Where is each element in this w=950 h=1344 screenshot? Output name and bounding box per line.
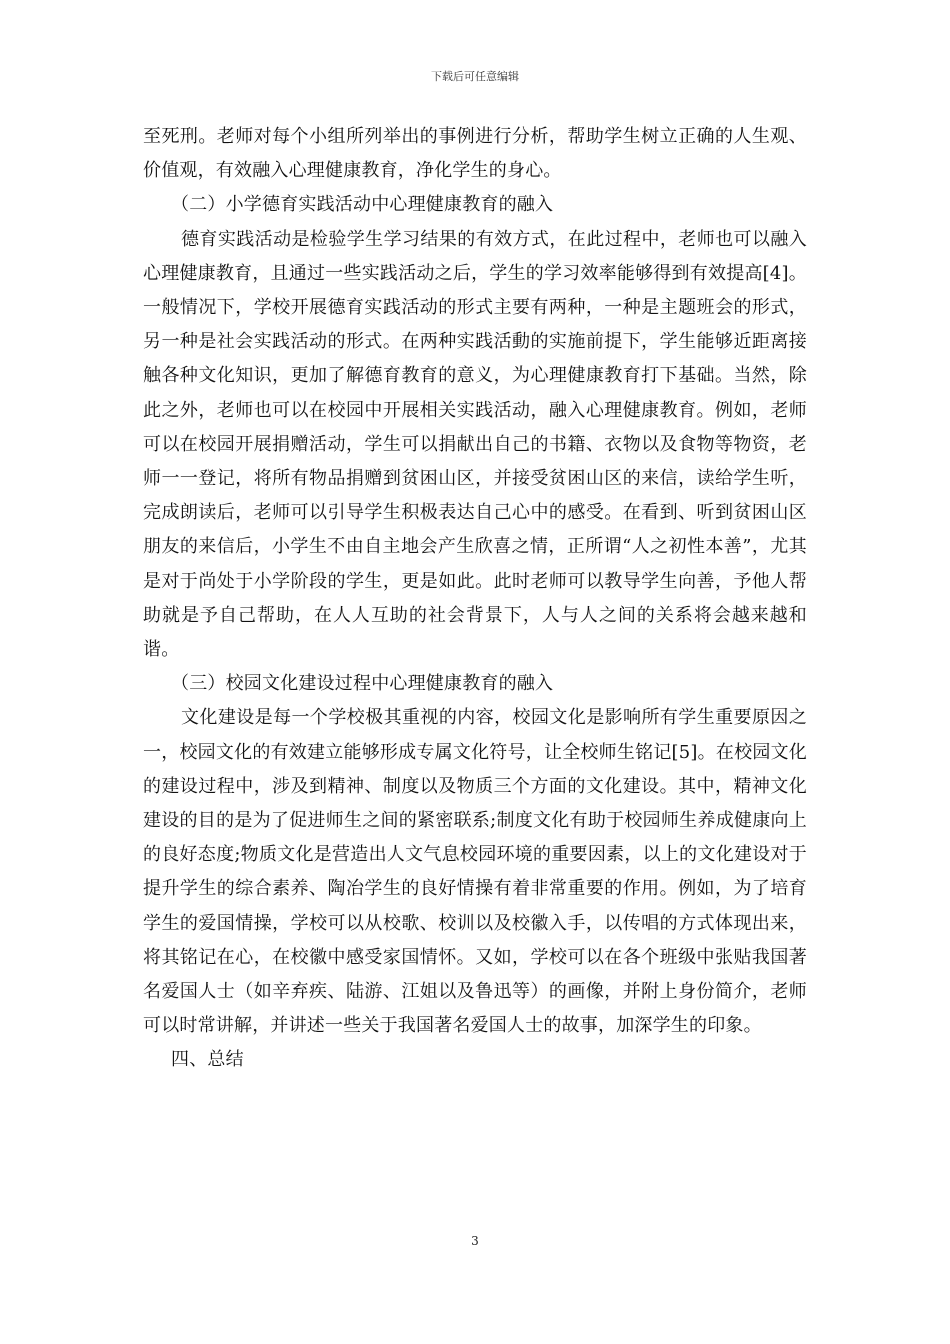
section-heading-3: （三）校园文化建设过程中心理健康教育的融入 xyxy=(171,673,554,695)
paragraph-continuation: 至死刑。老师对每个小组所列举出的事例进行分析，帮助学生树立正确的人生观、价值观，有效融入心理健康教育，净化学生的身心。 xyxy=(143,126,807,182)
document-body xyxy=(143,120,807,1078)
page-number: 3 xyxy=(471,1234,479,1248)
section-heading-2: （二）小学德育实践活动中心理健康教育的融入 xyxy=(171,194,554,216)
header-note: 下载后可任意编辑 xyxy=(431,70,519,83)
section-heading-4: 四、总结 xyxy=(171,1049,244,1071)
paragraph-campus-culture: 文化建设是每一个学校极其重视的内容，校园文化是影响所有学生重要原因之一，校园文化的有效建立能够形成专属文化符号，让全校师生铭记[5]。在校园文化的建设过程中，涉及到精神、制度以及物质三个方面的文化建设。其中，精神文化建设的目的是为了促进师生之间的紧密联系;制度文化有助于校园师生养成健康向上的良好态度;物质文化是营造出人文气息校园环境的重要因素，以上的文化建设对于提升学生的综合素养、陶冶学生的良好情操有着非常重要的作用。例如，为了培育学生的爱国情操，学校可以从校歌、校训以及校徽入手，以传唱的方式体现出来，将其铭记在心，在校徽中感受家国情怀。又如，学校可以在各个班级中张贴我国著名爱国人士（如辛弃疾、陆游、江姐以及鲁迅等）的画像，并附上身份简介，老师可以时常讲解，并讲述一些关于我国著名爱国人士的故事，加深学生的印象。 xyxy=(143,707,807,1037)
paragraph-moral-practice: 德育实践活动是检验学生学习结果的有效方式，在此过程中，老师也可以融入心理健康教育，且通过一些实践活动之后，学生的学习效率能够得到有效提高[4]。一般情况下，学校开展德育实践活动的形式主要有两种，一种是主题班会的形式，另一种是社会实践活动的形式。在两种实践活動的实施前提下，学生能够近距离接触各种文化知识，更加了解德育教育的意义，为心理健康教育打下基础。当然，除此之外，老师也可以在校园中开展相关实践活动，融入心理健康教育。例如，老师可以在校园开展捐赠活动，学生可以捐献出自己的书籍、衣物以及食物等物资，老师一一登记，将所有物品捐赠到贫困山区，并接受贫困山区的来信，读给学生听，完成朗读后，老师可以引导学生积极表达自己心中的感受。在看到、听到贫困山区朋友的来信后，小学生不由自主地会产生欣喜之情，正所谓“人之初性本善”，尤其是对于尚处于小学阶段的学生，更是如此。此时老师可以教导学生向善，予他人帮助就是予自己帮助，在人人互助的社会背景下，人与人之间的关系将会越来越和谐。 xyxy=(143,228,807,661)
